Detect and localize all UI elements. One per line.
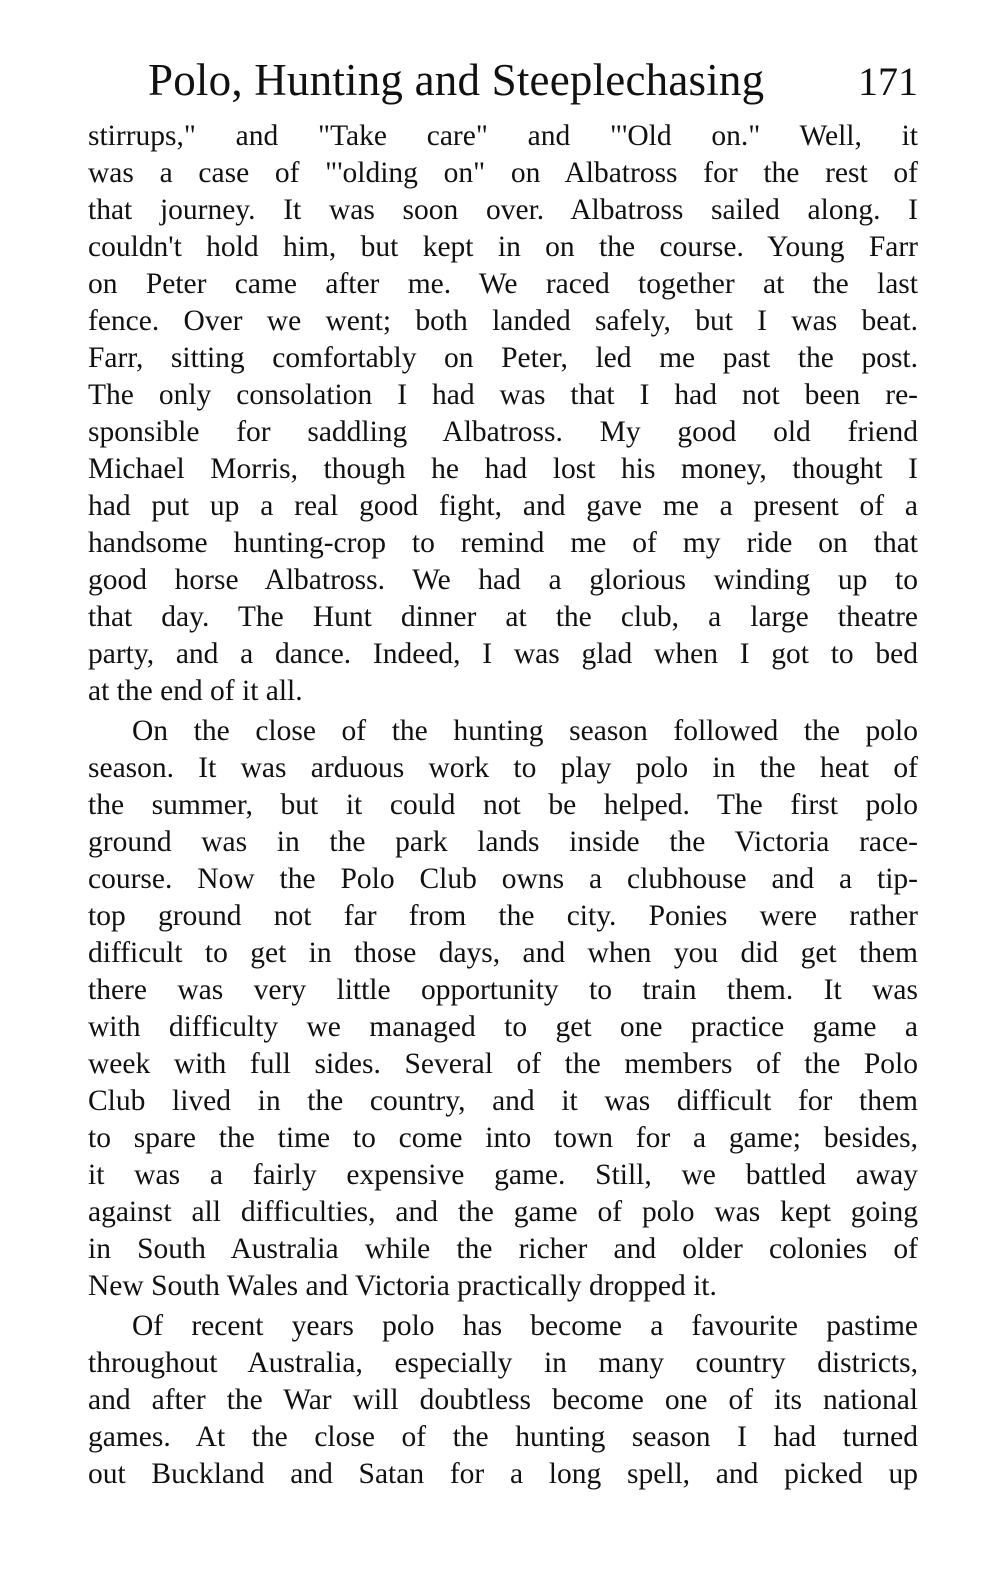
paragraph-3	[88, 1308, 918, 1493]
text-line: on Peter came after me. We raced together at the last	[88, 268, 918, 300]
text-line: sponsible for saddling Albatross. My good old friend	[88, 416, 918, 448]
text-line: was a case of "'olding on" on Albatross for the rest of	[88, 157, 918, 189]
page-number: 171	[858, 59, 918, 104]
text-line: that day. The Hunt dinner at the club, a large theatre	[88, 601, 918, 633]
text-line: out Buckland and Satan for a long spell, and picked up	[88, 1458, 918, 1490]
text-line: Michael Morris, though he had lost his money, thought I	[88, 453, 918, 485]
text-line: and after the War will doubtless become one of its national	[88, 1384, 918, 1416]
text-line: On the close of the hunting season followed the polo	[132, 715, 918, 747]
text-line: had put up a real good fight, and gave me a present of a	[88, 490, 918, 522]
text-line: Of recent years polo has become a favourite pastime	[132, 1310, 918, 1342]
paragraph-2	[88, 713, 918, 1305]
running-head	[148, 52, 918, 108]
paragraph-1	[88, 118, 918, 710]
text-line: there was very little opportunity to train them. It was	[88, 974, 918, 1006]
text-line: season. It was arduous work to play polo in the heat of	[88, 752, 918, 784]
text-line: in South Australia while the richer and older colonies of	[88, 1233, 918, 1265]
text-line: against all difficulties, and the game of polo was kept going	[88, 1196, 918, 1228]
text-line: it was a fairly expensive game. Still, we battled away	[88, 1159, 918, 1191]
text-line: The only consolation I had was that I had not been re-	[88, 379, 918, 411]
text-line: week with full sides. Several of the members of the Polo	[88, 1048, 918, 1080]
text-line: good horse Albatross. We had a glorious winding up to	[88, 564, 918, 596]
text-line: that journey. It was soon over. Albatross sailed along. I	[88, 194, 918, 226]
text-line: party, and a dance. Indeed, I was glad when I got to bed	[88, 638, 918, 670]
running-title: Polo, Hunting and Steeplechasing	[148, 55, 765, 105]
text-line: stirrups," and "Take care" and "'Old on." Well, it	[88, 120, 918, 152]
text-line: games. At the close of the hunting season I had turned	[88, 1421, 918, 1453]
text-line: course. Now the Polo Club owns a clubhouse and a tip-	[88, 863, 918, 895]
text-line: Farr, sitting comfortably on Peter, led me past the post.	[88, 342, 918, 374]
text-line: the summer, but it could not be helped. The first polo	[88, 789, 918, 821]
text-line: ground was in the park lands inside the Victoria race-	[88, 826, 918, 858]
text-line: top ground not far from the city. Ponies were rather	[88, 900, 918, 932]
text-line: New South Wales and Victoria practically dropped it.	[88, 1270, 717, 1302]
text-line: throughout Australia, especially in many country districts,	[88, 1347, 918, 1379]
text-line: couldn't hold him, but kept in on the course. Young Farr	[88, 231, 918, 263]
body-text	[88, 118, 918, 1493]
text-line: at the end of it all.	[88, 675, 303, 707]
text-line: to spare the time to come into town for a game; besides,	[88, 1122, 918, 1154]
text-line: Club lived in the country, and it was difficult for them	[88, 1085, 918, 1117]
text-line: difficult to get in those days, and when you did get them	[88, 937, 918, 969]
text-line: fence. Over we went; both landed safely, but I was beat.	[88, 305, 918, 337]
text-line: with difficulty we managed to get one practice game a	[88, 1011, 918, 1043]
text-line: handsome hunting-crop to remind me of my ride on that	[88, 527, 918, 559]
